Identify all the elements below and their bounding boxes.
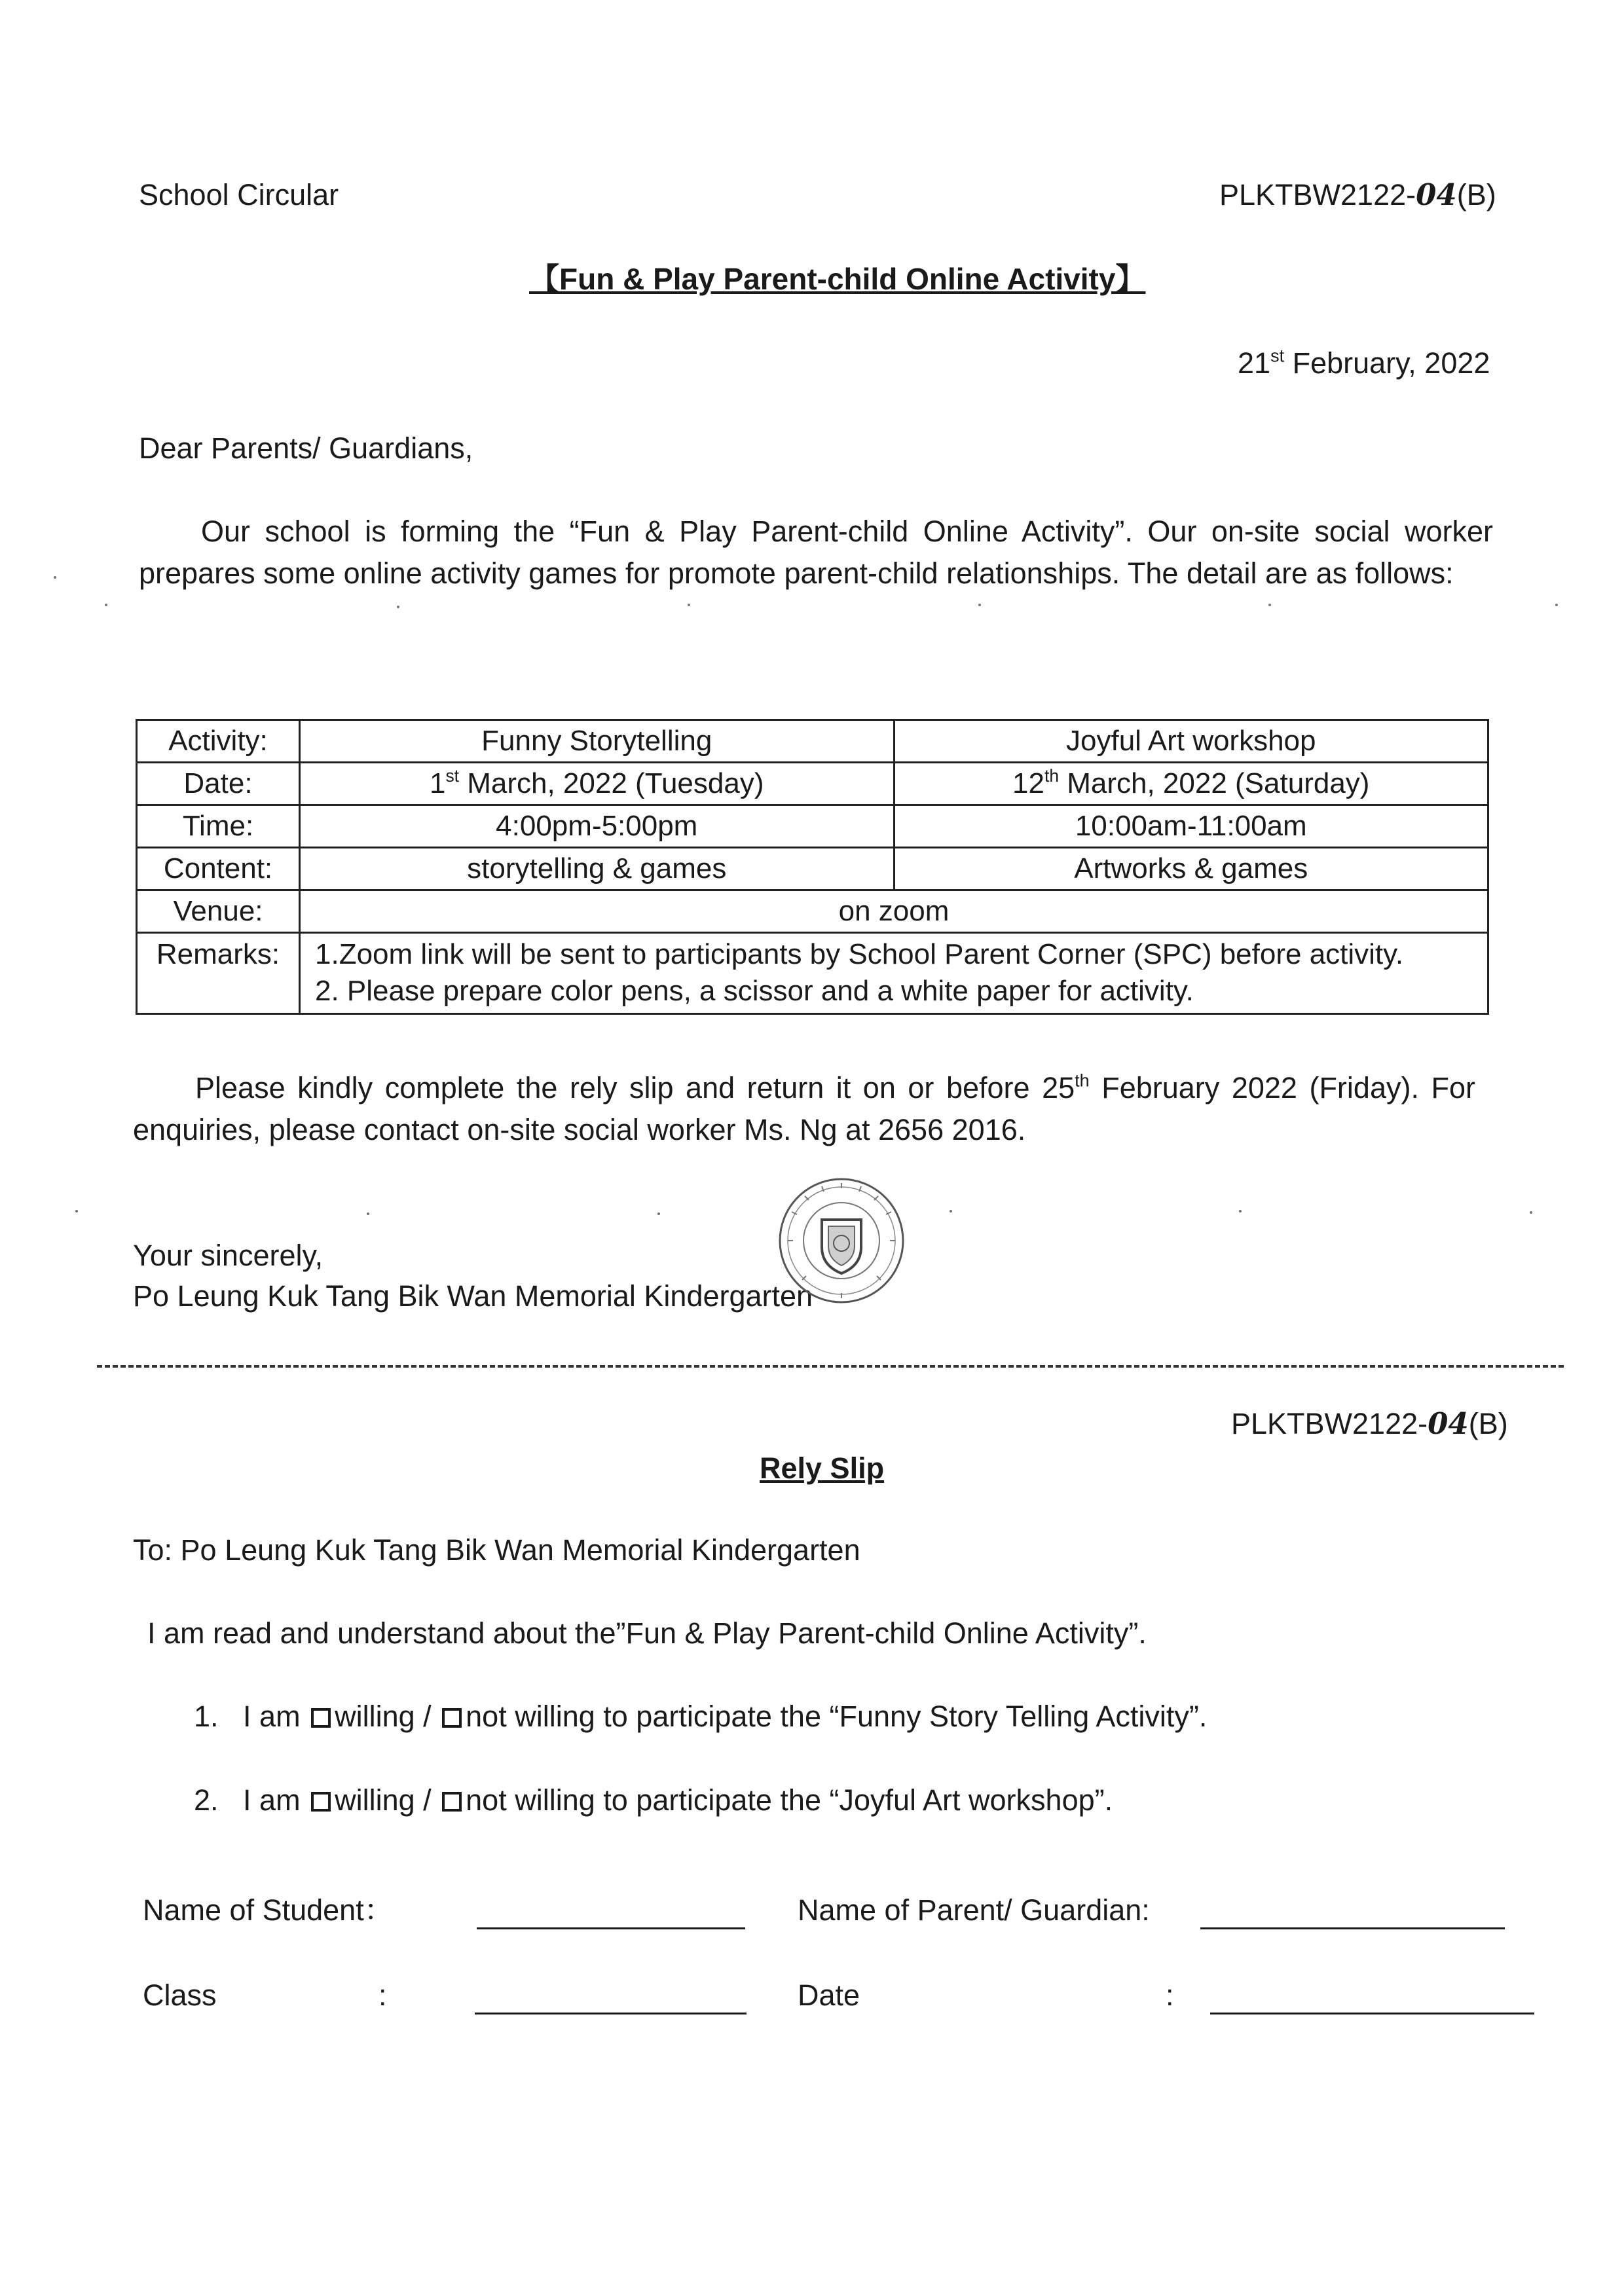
return-ordinal: th: [1075, 1070, 1090, 1091]
label-date: Date:: [137, 763, 300, 805]
date-colon: :: [1166, 1978, 1174, 2012]
remarks-cell: [300, 933, 1488, 1014]
scan-speck: [657, 1212, 660, 1215]
table-row-activity: [137, 720, 1488, 763]
slip-ref-number-handwritten: 04: [1428, 1406, 1469, 1441]
slip-to-line: To: Po Leung Kuk Tang Bik Wan Memorial Kindergarten: [133, 1533, 860, 1567]
ref-number-handwritten: 04: [1416, 177, 1457, 212]
scan-speck: [397, 606, 399, 608]
scan-speck: [54, 576, 56, 579]
not-willing-checkbox-1[interactable]: [442, 1708, 462, 1728]
scan-speck: [105, 604, 107, 606]
activity-2-date-ordinal: th: [1044, 765, 1059, 786]
scan-speck: [978, 604, 981, 606]
circular-label: School Circular: [139, 178, 339, 211]
activity-1-date: [300, 763, 895, 805]
date-rest: February, 2022: [1284, 346, 1490, 380]
salutation: Dear Parents/ Guardians,: [139, 431, 473, 465]
table-row-time: [137, 805, 1488, 848]
class-field[interactable]: [475, 2013, 747, 2014]
willing-checkbox-2[interactable]: [311, 1792, 331, 1812]
label-venue: Venue:: [137, 890, 300, 933]
label-content: Content:: [137, 848, 300, 890]
venue-value: on zoom: [300, 890, 1488, 933]
table-row-venue: [137, 890, 1488, 933]
activity-1-name: Funny Storytelling: [300, 720, 895, 763]
willing-checkbox-1[interactable]: [311, 1708, 331, 1728]
scan-speck: [75, 1210, 78, 1212]
table-row-date: [137, 763, 1488, 805]
activity-1-date-day: 1: [430, 767, 446, 799]
label-remarks: Remarks:: [137, 933, 300, 1014]
slip-ref-suffix: (B): [1468, 1407, 1508, 1440]
class-colon: :: [378, 1978, 387, 2012]
remark-2: 2. Please prepare color pens, a scissor and a white paper for activity.: [315, 975, 1194, 1008]
option-1-willing: willing /: [335, 1700, 432, 1733]
ref-suffix: (B): [1456, 178, 1496, 211]
activity-1-date-ordinal: st: [445, 765, 460, 786]
table-row-remarks: [137, 933, 1488, 1014]
activity-1-content: storytelling & games: [300, 848, 895, 890]
cut-line-divider: [97, 1365, 1564, 1368]
date-label: Date: [798, 1978, 860, 2012]
class-label: Class: [143, 1978, 217, 2012]
parent-name-label: Name of Parent/ Guardian:: [798, 1893, 1150, 1927]
scan-speck: [1530, 1211, 1532, 1214]
slip-option-2: [194, 1781, 1113, 1821]
option-1-prefix: I am: [243, 1700, 301, 1733]
scan-speck: [950, 1210, 952, 1212]
activity-1-time: 4:00pm-5:00pm: [300, 805, 895, 848]
scan-speck: [1268, 604, 1271, 606]
slip-ref-prefix: PLKTBW2122-: [1231, 1407, 1428, 1440]
activity-2-content: Artworks & games: [894, 848, 1488, 890]
option-2-number: 2.: [194, 1783, 219, 1817]
option-1-number: 1.: [194, 1700, 219, 1733]
activity-2-date: [894, 763, 1488, 805]
title-close-bracket: 】: [1115, 262, 1146, 296]
return-paragraph: [133, 1067, 1475, 1151]
label-activity: Activity:: [137, 720, 300, 763]
title-text: Fun & Play Parent-child Online Activity: [559, 262, 1116, 296]
activity-2-date-rest: March, 2022 (Saturday): [1059, 767, 1370, 799]
reference-number: [1219, 175, 1496, 215]
scan-speck: [1555, 604, 1558, 606]
date-ordinal: st: [1270, 346, 1285, 366]
option-1-not-willing: not willing to participate the “Funny Story Telling Activity”.: [466, 1700, 1208, 1733]
intro-text: Our school is forming the “Fun & Play Parent-child Online Activity”. Our on-site social worker prepares some online activity games for promote parent-child relationships. The detail are as follows:: [139, 515, 1493, 590]
parent-name-field[interactable]: [1200, 1927, 1505, 1929]
signature: Po Leung Kuk Tang Bik Wan Memorial Kindergarten: [133, 1279, 813, 1313]
school-seal-icon: [776, 1175, 907, 1306]
title-open-bracket: 【: [529, 262, 559, 296]
scan-speck: [688, 604, 690, 606]
activity-2-name: Joyful Art workshop: [894, 720, 1488, 763]
not-willing-checkbox-2[interactable]: [442, 1792, 462, 1812]
label-time: Time:: [137, 805, 300, 848]
date-day: 21: [1238, 346, 1271, 380]
student-name-label: [143, 1891, 394, 1931]
option-2-not-willing: not willing to participate the “Joyful Art workshop”.: [466, 1783, 1113, 1817]
scan-speck: [1239, 1210, 1242, 1212]
closing: Your sincerely,: [133, 1239, 323, 1272]
option-2-willing: willing /: [335, 1783, 432, 1817]
activity-1-date-rest: March, 2022 (Tuesday): [459, 767, 764, 799]
activity-2-time: 10:00am-11:00am: [894, 805, 1488, 848]
circular-date: [1238, 344, 1490, 384]
student-name-colon: ：: [363, 1893, 394, 1927]
slip-option-1: [194, 1697, 1207, 1737]
return-text-part1: Please kindly complete the rely slip and return it on or before 25: [195, 1071, 1075, 1104]
circular-title: [529, 259, 1145, 299]
scan-speck: [367, 1212, 369, 1215]
table-row-content: [137, 848, 1488, 890]
slip-statement: I am read and understand about the”Fun & Play Parent-child Online Activity”.: [147, 1616, 1147, 1650]
reply-slip-title: Rely Slip: [760, 1451, 885, 1485]
return-text-part2: February 2022 (Friday). For enquiries, please contact on-site social worker Ms. Ng at 2656 2016.: [133, 1071, 1475, 1146]
option-2-prefix: I am: [243, 1783, 301, 1817]
activity-table: [136, 719, 1489, 1015]
date-field[interactable]: [1210, 2013, 1534, 2014]
student-name-field[interactable]: [477, 1927, 745, 1929]
slip-reference-number: [1231, 1404, 1508, 1444]
ref-prefix: PLKTBW2122-: [1219, 178, 1416, 211]
student-name-label-text: Name of Student: [143, 1893, 364, 1927]
activity-2-date-day: 12: [1012, 767, 1044, 799]
remark-1: 1.Zoom link will be sent to participants by School Parent Corner (SPC) before activity.: [315, 938, 1404, 970]
intro-paragraph: [139, 511, 1493, 594]
